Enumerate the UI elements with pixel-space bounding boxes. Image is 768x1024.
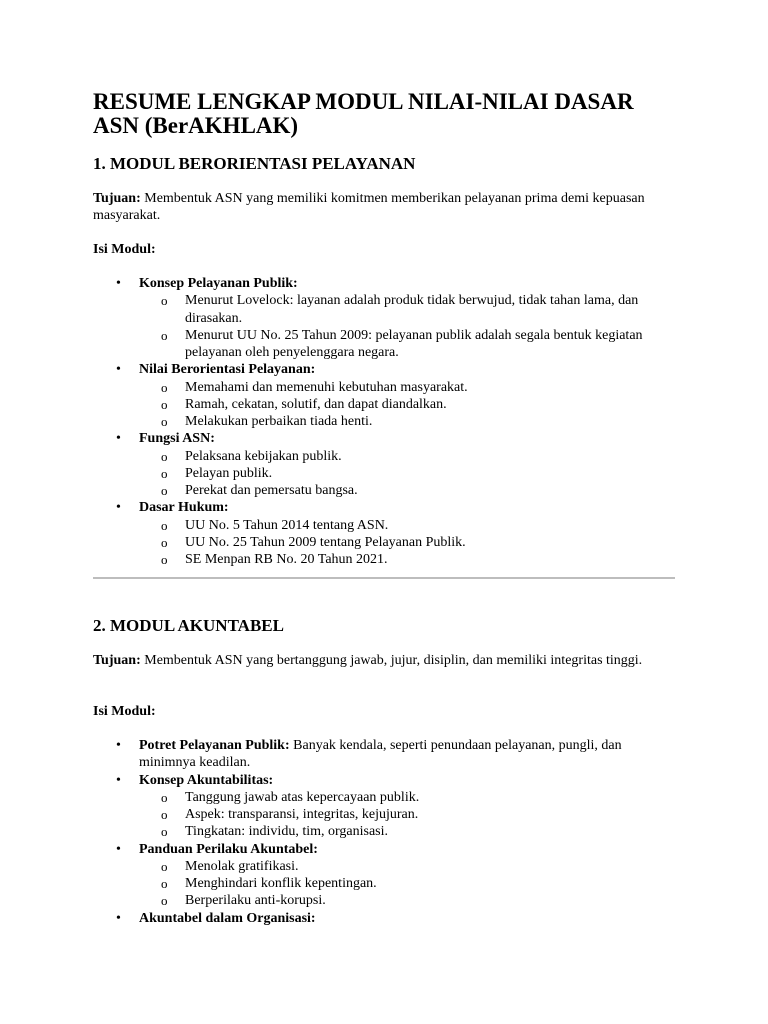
sub-list-item-text: UU No. 5 Tahun 2014 tentang ASN. [185,517,389,533]
sub-list [139,858,678,910]
bullet-icon: • [116,500,121,516]
bullet-icon: • [116,431,121,447]
circle-bullet-icon: o [161,517,168,533]
circle-bullet-icon: o [161,327,168,343]
sub-list-item-text: SE Menpan RB No. 20 Tahun 2021. [185,552,388,567]
list-item [93,361,678,430]
circle-bullet-icon: o [161,552,168,567]
sub-list [139,789,678,841]
circle-bullet-icon: o [161,414,168,429]
tujuan-text: Membentuk ASN yang memiliki komitmen memberikan pelayanan prima demi kepuasan masyarakat. [93,191,645,223]
list-item [93,737,678,772]
list-item-label: Nilai Berorientasi Pelayanan: [139,362,316,378]
circle-bullet-icon: o [161,893,168,909]
tujuan-paragraph [93,190,668,224]
sub-list-item [139,875,678,892]
document-title: RESUME LENGKAP MODUL NILAI-NILAI DASAR ASN (BerAKHLAK) [93,89,634,138]
list-item [93,841,678,910]
circle-bullet-icon: o [161,789,168,805]
list-item-text: Banyak kendala, seperti penundaan pelayanan, pungli, dan minimnya keadilan. [139,738,622,771]
list-item-label: Konsep Akuntabilitas: [139,772,274,788]
sub-list-item [139,379,678,396]
circle-bullet-icon: o [161,465,168,481]
tujuan-paragraph [93,652,668,669]
sub-list-item-text: Melakukan perbaikan tiada henti. [185,414,373,429]
sub-list-item [139,292,678,327]
sub-list-item [139,482,678,499]
sub-list [139,292,678,361]
circle-bullet-icon: o [161,858,168,874]
sub-list-item [139,465,678,482]
module-content-list [93,275,678,568]
tujuan-label: Tujuan: [93,191,141,206]
isi-modul-label: Isi Modul: [93,704,156,719]
bullet-icon: • [116,738,121,753]
bullet-icon: • [116,362,121,378]
module-content-list [93,737,678,927]
sub-list-item-text: Aspek: transparansi, integritas, kejujuran. [185,807,419,822]
list-item-label: Fungsi ASN: [139,431,215,447]
sub-list-item [139,413,678,430]
circle-bullet-icon: o [161,483,168,498]
sub-list-item [139,327,678,362]
sub-list-item-text: Perekat dan pemersatu bangsa. [185,483,358,498]
list-item [93,499,678,568]
tujuan-text: Membentuk ASN yang bertanggung jawab, jujur, disiplin, dan memiliki integritas tinggi. [140,653,643,668]
bullet-icon: • [116,276,121,291]
sub-list-item-text: Menurut Lovelock: layanan adalah produk tidak berwujud, tidak tahan lama, dan dirasakan. [185,293,639,326]
circle-bullet-icon: o [161,534,168,550]
circle-bullet-icon: o [161,379,168,395]
sub-list-item [139,858,678,875]
sub-list-item [139,534,678,551]
list-item-label: Akuntabel dalam Organisasi: [139,910,316,926]
circle-bullet-icon: o [161,824,168,840]
list-item-label: Potret Pelayanan Publik: [139,738,290,753]
circle-bullet-icon: o [161,876,168,891]
section-heading: 2. MODUL AKUNTABEL [93,616,284,635]
section-divider [93,577,675,579]
sub-list [139,379,678,431]
bullet-icon: • [116,910,121,926]
sub-list-item [139,823,678,840]
sub-list-item [139,551,678,568]
list-item [93,772,678,841]
sub-list-item-text: Tingkatan: individu, tim, organisasi. [185,824,389,840]
list-item-label: Dasar Hukum: [139,500,229,516]
sub-list-item [139,892,678,909]
list-item [93,910,678,927]
tujuan-label: Tujuan: [93,653,141,668]
bullet-icon: • [116,772,121,788]
section-heading: 1. MODUL BERORIENTASI PELAYANAN [93,154,416,173]
sub-list-item-text: Pelayan publik. [185,465,273,481]
sub-list-item-text: Menurut UU No. 25 Tahun 2009: pelayanan publik adalah segala bentuk kegiatan pelayanan oleh penyelenggara negara. [185,327,643,360]
list-item-label: Panduan Perilaku Akuntabel: [139,841,318,857]
sub-list-item [139,517,678,534]
list-item [93,275,678,361]
sub-list-item [139,806,678,823]
sub-list [139,517,678,569]
sub-list-item-text: Pelaksana kebijakan publik. [185,448,342,464]
circle-bullet-icon: o [161,807,168,822]
circle-bullet-icon: o [161,396,168,412]
sub-list-item-text: Berperilaku anti-korupsi. [185,893,326,909]
sub-list-item [139,448,678,465]
circle-bullet-icon: o [161,293,168,309]
list-item-label: Konsep Pelayanan Publik: [139,276,298,291]
sub-list-item-text: UU No. 25 Tahun 2009 tentang Pelayanan Publik. [185,534,466,550]
list-item [93,430,678,499]
bullet-icon: • [116,841,121,857]
isi-modul-label: Isi Modul: [93,242,156,257]
sub-list-item [139,789,678,806]
sub-list-item [139,396,678,413]
sub-list-item-text: Menolak gratifikasi. [185,858,299,874]
sub-list-item-text: Memahami dan memenuhi kebutuhan masyarakat. [185,379,468,395]
sub-list-item-text: Ramah, cekatan, solutif, dan dapat diandalkan. [185,396,447,412]
sub-list [139,448,678,500]
sub-list-item-text: Tanggung jawab atas kepercayaan publik. [185,789,420,805]
circle-bullet-icon: o [161,448,168,464]
sub-list-item-text: Menghindari konflik kepentingan. [185,876,377,891]
